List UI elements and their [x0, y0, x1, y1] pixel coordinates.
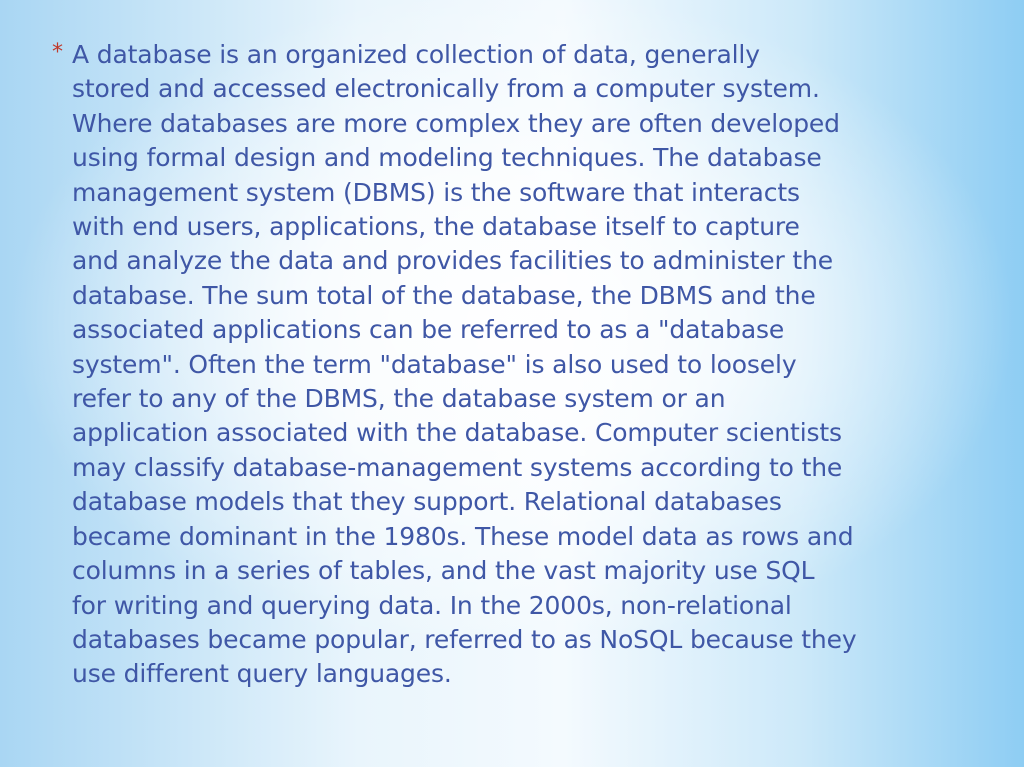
bullet-marker: * [52, 40, 63, 65]
paragraph-text: A database is an organized collection of data, generally stored and accessed electronically from a computer system. Where databases are more complex they are often developed using formal design and modeling techniques. The database management system (DBMS) is the software that interacts with end users, applications, the database itself to capture and analyze the data and provides facilities to administer the database. The sum total of the database, the DBMS and the associated applications can be referred to as a "database system". Often the term "database" is also used to loosely refer to any of the DBMS, the database system or an application associated with the database. Computer scientists may classify database-management systems according to the database models that they support. Relational databases became dominant in the 1980s. These model data as rows and columns in a series of tables, and the vast majority use SQL for writing and querying data. In the 2000s, non-relational databases became popular, referred to as NoSQL because they use different query languages. [72, 40, 857, 689]
bullet-paragraph [52, 38, 977, 692]
